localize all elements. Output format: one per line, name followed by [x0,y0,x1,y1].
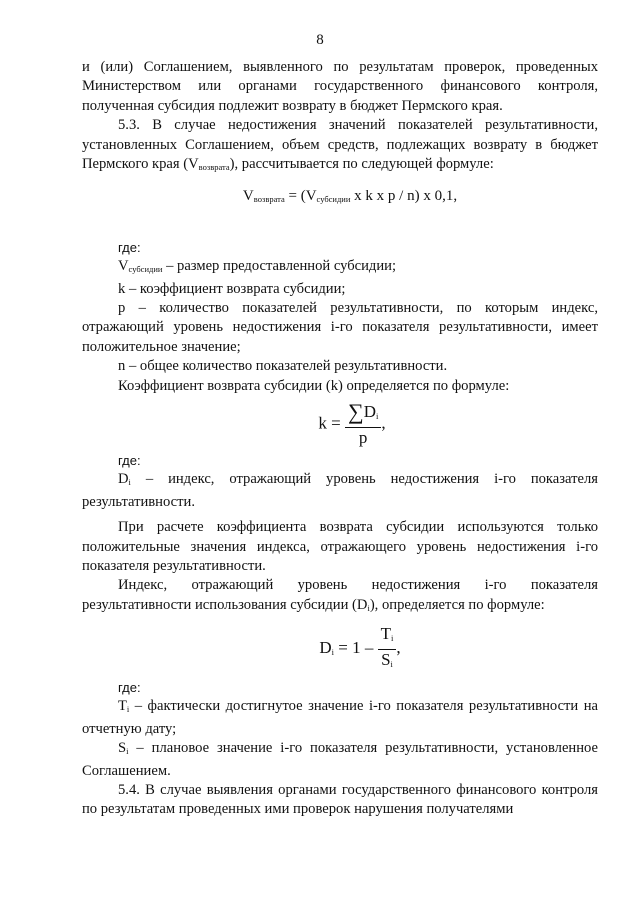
paragraph-k-formula-intro: Коэффициент возврата субсидии (k) определяется по формуле: [118,377,510,394]
numerator: T [380,624,391,644]
definition-text: – плановое значение i-го показателя результативности, установленное Соглашением. [82,740,598,779]
subscript: i [126,704,130,715]
paragraph-5-4: 5.4. В случае выявления органами государственного финансового контроля по результатам проведенных ими проверок нарушения получателями [82,782,598,818]
definition-text: – размер предоставленной субсидии; [162,258,397,275]
subscript: субсидии [128,264,163,275]
formula-subscript: возврата [253,194,285,205]
formula-lhs: D [319,637,332,657]
paragraph-5-3-text-end: ), рассчитывается по следующей формуле: [229,156,494,173]
formula-fraction [378,624,397,674]
denominator: S [381,649,391,669]
subscript: возврата [198,162,230,173]
where-label: где: [118,239,141,255]
definition-si [82,739,598,781]
symbol: S [118,740,127,757]
paragraph-continuation: и (или) Соглашением, выявленного по результатам проверок, проведенных Министерством или органами государственного финансового контроля, полученная субсидия подлежит возврату в бюджет Пермского края. [82,59,598,114]
paragraph-index-intro [82,576,598,618]
formula-part: = (V [284,188,317,205]
paragraph-positive-values: При расчете коэффициента возврата субсидии используются только положительные значения индекса, отражающего уровень недостижения i-го показателя результативности. [82,519,598,574]
definition-p: p – количество показателей результативности, по которым индекс, отражающий уровень недостижения i-го показателя результативности, имеет положительное значение; [82,300,598,355]
formula-tail: , [381,413,386,433]
where-label: где: [118,679,141,695]
definition-k: k – коэффициент возврата субсидии; [118,280,346,297]
symbol: D [118,471,129,488]
denominator-subscript: i [390,658,393,669]
subscript: i [128,477,131,488]
formula-tail: , [396,637,401,657]
definition-text: – индекс, отражающий уровень недостижения i-го показателя результативности. [82,471,598,510]
denominator: p [345,427,381,447]
paragraph-5-3 [82,116,598,177]
subscript: i [367,602,370,613]
paragraph-text: Индекс, отражающий уровень недостижения i-го показателя результативности использования субсидии (D [82,577,598,613]
formula-fraction [345,399,381,447]
formula-di [82,624,598,674]
page-number: 8 [316,32,324,48]
formula-refund-volume [82,187,598,209]
definition-v-subsidy [82,257,598,279]
paragraph-text-end: ), определяется по формуле: [369,596,545,613]
where-label: где: [118,452,141,468]
numerator-subscript: i [375,411,379,422]
formula-lhs: k = [318,413,341,433]
formula-subscript: субсидии [316,194,351,205]
definition-n: n – общее количество показателей результативности. [118,358,448,375]
definition-di [82,470,598,512]
formula-subscript: i [331,646,335,657]
formula-k [82,399,598,447]
formula-part: x k x p / n) x 0,1, [350,188,458,205]
paragraph-5-3-text: 5.3. В случае недостижения значений показателей результативности, установленных Соглашением, объем средств, подлежащих возврату в бюджет Пермского края (V [82,117,598,173]
numerator: D [363,402,376,422]
sum-sign: ∑ [348,399,364,425]
definition-text: – фактически достигнутое значение i-го показателя результативности на отчетную дату; [82,698,598,737]
document-body [82,58,598,820]
symbol: V [118,258,129,275]
formula-part: = 1 – [334,637,378,657]
subscript: i [126,746,129,757]
symbol: T [118,698,127,715]
formula-symbol: V [242,188,254,205]
definition-ti [82,697,598,739]
numerator-subscript: i [391,633,394,644]
